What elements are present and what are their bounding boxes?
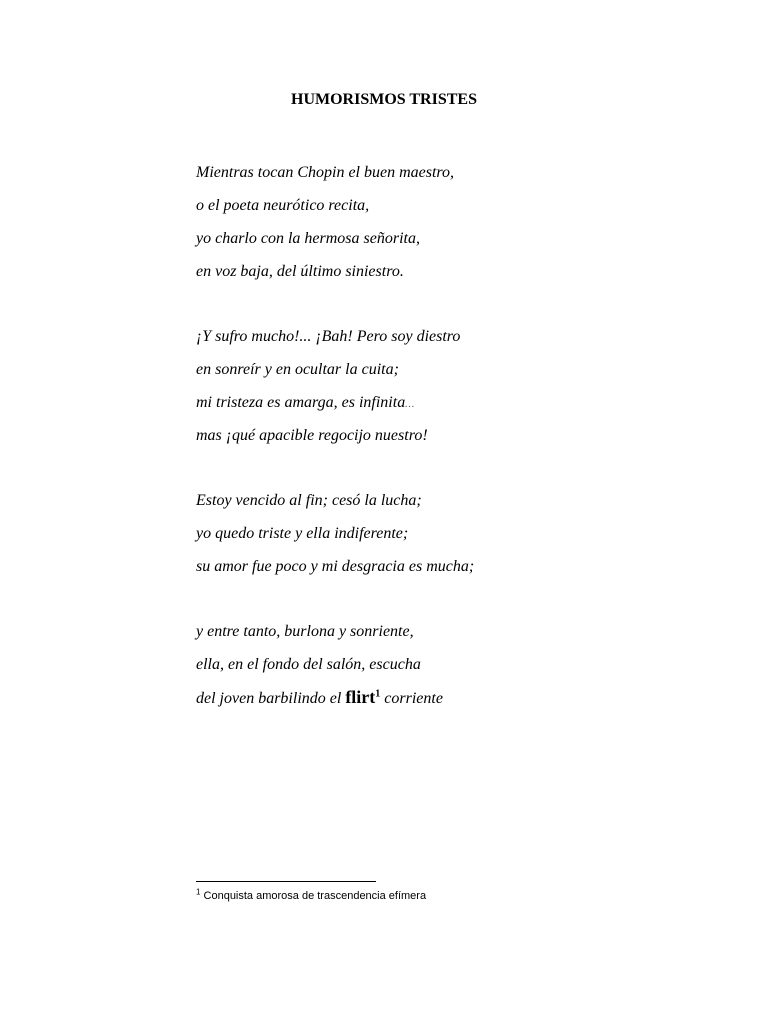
footnote-separator — [196, 881, 376, 882]
verse-line: yo quedo triste y ella indiferente; — [196, 525, 409, 542]
verse-line-text: mi tristeza es amarga, es infinita — [196, 394, 406, 411]
verse-line: Mientras tocan Chopin el buen maestro, — [196, 164, 455, 181]
verse-line: en sonreír y en ocultar la cuita; — [196, 361, 399, 378]
verse-line-final — [196, 681, 736, 714]
emphasized-word: flirt — [345, 687, 376, 707]
verse-line: ella, en el fondo del salón, escucha — [196, 656, 421, 673]
verse-line: y entre tanto, burlona y sonriente, — [196, 623, 414, 640]
poem-body — [196, 156, 736, 746]
footnote-text: Conquista amorosa de trascendencia efímera — [203, 890, 427, 902]
footnote-number: 1 — [196, 887, 201, 897]
verse-text-after: corriente — [380, 690, 443, 707]
poem-title: HUMORISMOS TRISTES — [291, 91, 477, 108]
verse-text-before: del joven barbilindo el — [196, 690, 346, 707]
stanza-4 — [196, 615, 736, 714]
verse-line: yo charlo con la hermosa señorita, — [196, 230, 420, 247]
verse-line: en voz baja, del último siniestro. — [196, 263, 404, 280]
verse-line — [196, 386, 736, 419]
stanza-2 — [196, 320, 736, 452]
stanza-3 — [196, 484, 736, 583]
verse-line: o el poeta neurótico recita, — [196, 197, 370, 214]
verse-line: ¡Y sufro mucho!... ¡Bah! Pero soy diestro — [196, 328, 461, 345]
verse-line: mas ¡qué apacible regocijo nuestro! — [196, 427, 428, 444]
stanza-1 — [196, 156, 736, 288]
trailing-ellipsis: … — [405, 399, 415, 410]
footnote — [196, 888, 426, 904]
footnote-reference[interactable]: 1 — [375, 688, 381, 700]
verse-line: su amor fue poco y mi desgracia es mucha; — [196, 558, 475, 575]
verse-line: Estoy vencido al fin; cesó la lucha; — [196, 492, 422, 509]
